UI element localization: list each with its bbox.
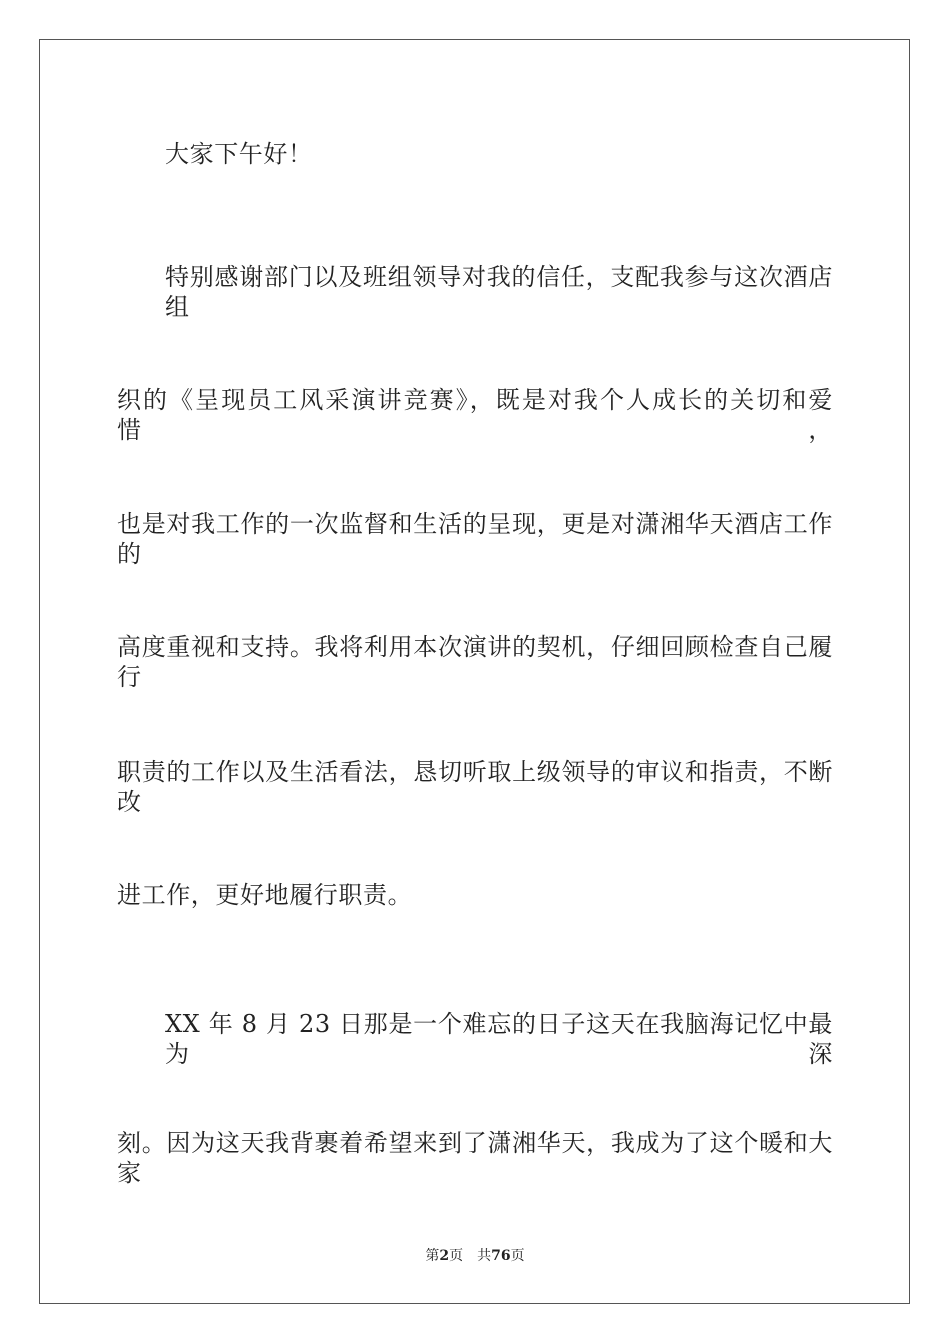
page-total: 76	[491, 1248, 511, 1264]
paragraph-line: 高度重视和支持。我将利用本次演讲的契机，仔细回顾检查自己履行	[117, 633, 833, 691]
page-prefix: 第	[425, 1248, 440, 1264]
page-footer	[0, 1247, 950, 1265]
paragraph-line: 织的《呈现员工风采演讲竞赛》，既是对我个人成长的关切和爱惜，	[117, 386, 833, 444]
paragraph-line: 刻。因为这天我背裹着希望来到了潇湘华天，我成为了这个暖和大家	[117, 1129, 833, 1187]
total-suffix: 页	[510, 1248, 525, 1264]
paragraph-line: 特别感谢部门以及班组领导对我的信任，支配我参与这次酒店组	[165, 263, 833, 321]
paragraph-line: 进工作，更好地履行职责。	[117, 881, 413, 909]
page-suffix: 页	[449, 1248, 464, 1264]
paragraph-line: XX 年 8 月 23 日那是一个难忘的日子这天在我脑海记忆中最为深	[165, 1010, 833, 1068]
paragraph-line: 职责的工作以及生活看法，恳切听取上级领导的审议和指责，不断改	[117, 758, 833, 816]
total-prefix: 共	[477, 1248, 492, 1264]
paragraph-line: 也是对我工作的一次监督和生活的呈现，更是对潇湘华天酒店工作的	[117, 510, 833, 568]
greeting-line: 大家下午好！	[165, 140, 313, 168]
page-current: 2	[439, 1248, 450, 1264]
